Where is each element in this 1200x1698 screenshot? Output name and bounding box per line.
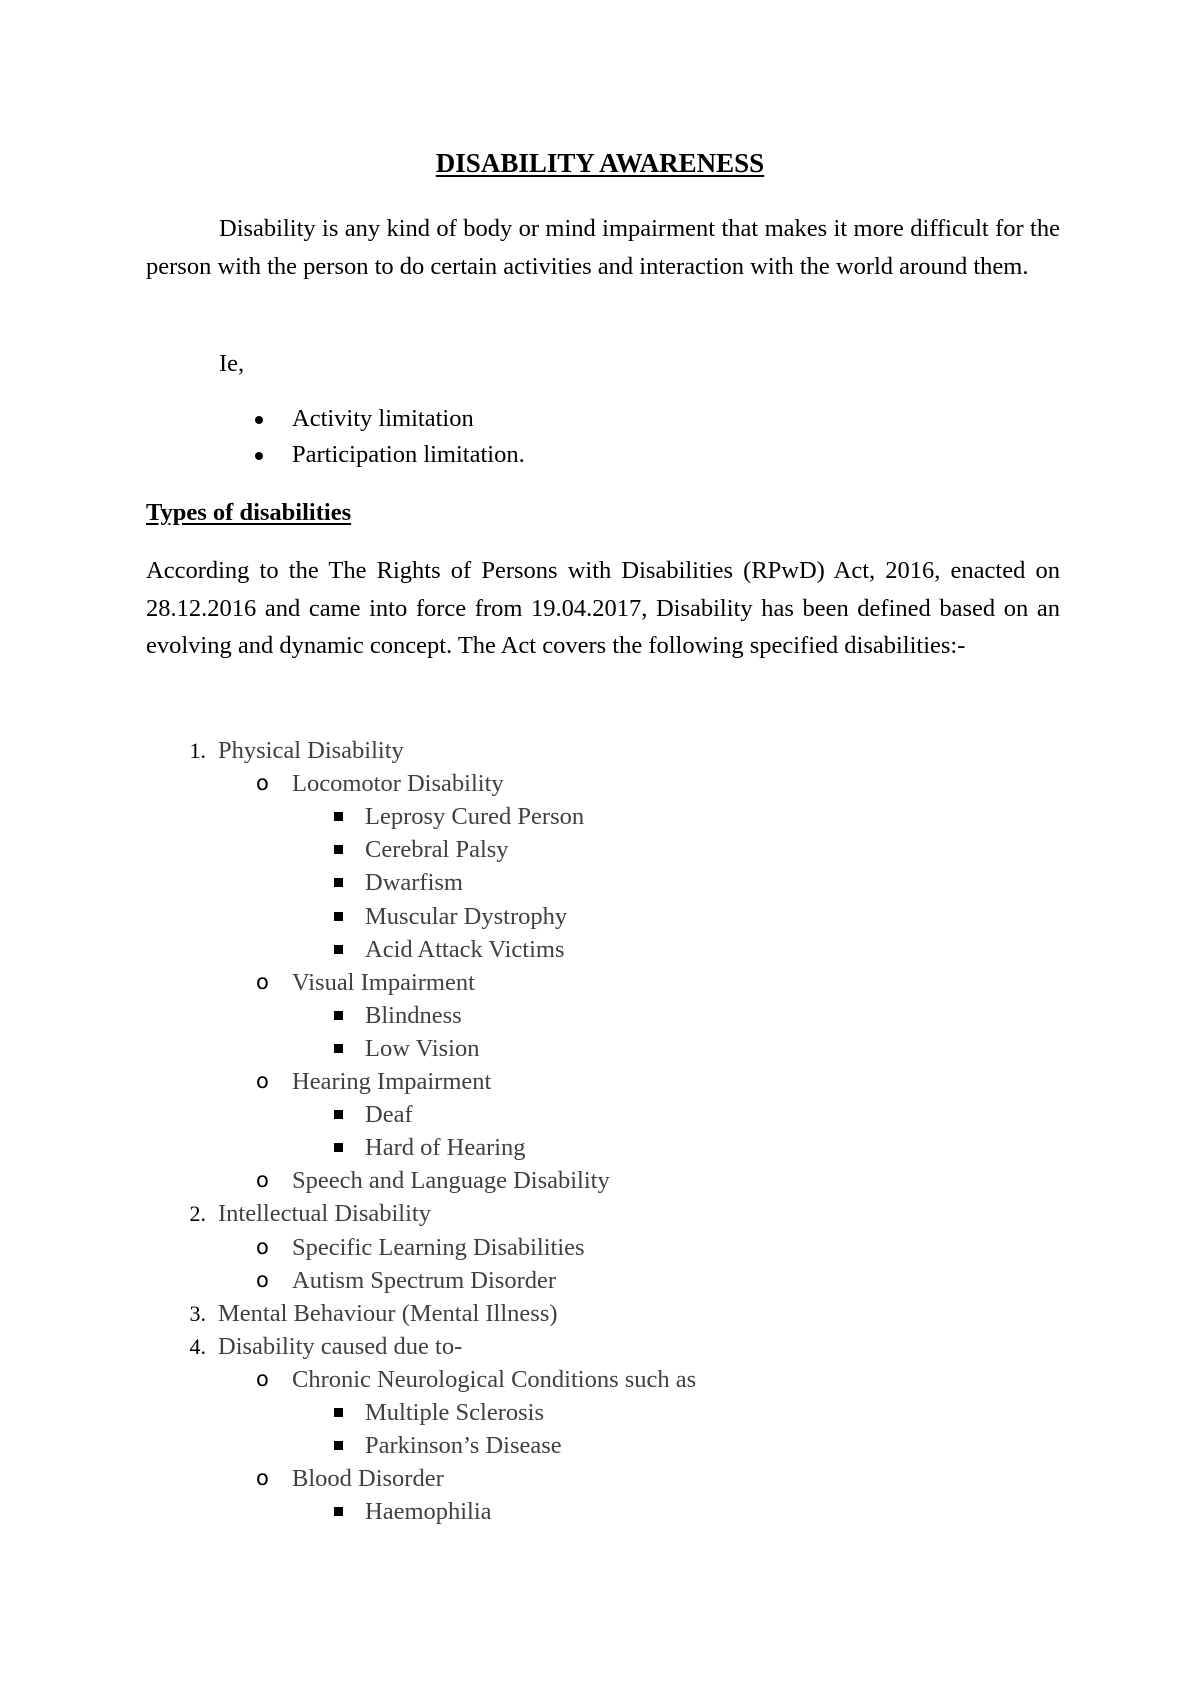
list-item-text: Acid Attack Victims [365, 935, 565, 963]
square-bullet-icon [334, 1441, 343, 1450]
list-number: 4. [189, 1333, 206, 1359]
circle-bullet-icon: o [256, 1069, 269, 1093]
list-item-text: Parkinson’s Disease [365, 1432, 562, 1460]
square-bullet-icon [334, 912, 343, 921]
list-number: 1. [189, 738, 206, 763]
square-bullet-icon [334, 1044, 343, 1053]
list-item-text: Multiple Sclerosis [365, 1399, 544, 1426]
square-bullet-icon [334, 845, 343, 854]
square-bullet-icon [334, 1408, 343, 1417]
square-bullet-icon [334, 1507, 343, 1516]
list-item-text: Dwarfism [365, 869, 463, 897]
list-number: 2. [189, 1201, 206, 1227]
square-bullet-icon [334, 1110, 343, 1119]
section-heading: Types of disabilities [146, 499, 352, 526]
list-item-text: Cerebral Palsy [365, 836, 509, 864]
list-number: 3. [189, 1300, 206, 1326]
bullet-icon [255, 416, 263, 424]
list-item-text: Hearing Impairment [292, 1068, 492, 1095]
act-paragraph: According to the The Rights of Persons with Disabilities (RPwD) Act, 2016, enacted on 28.12.2016 and came into force from 19.04.2017, Disability has been defined based on an evolving and dynamic concept. The Act covers the following specified disabilities:- [146, 557, 1060, 659]
ie-label: Ie, [219, 350, 245, 377]
list-item-text: Autism Spectrum Disorder [292, 1266, 557, 1294]
list-item-text: Muscular Dystrophy [365, 902, 568, 930]
list-item-text: Leprosy Cured Person [365, 803, 585, 831]
square-bullet-icon [334, 945, 343, 954]
bullet-icon [255, 452, 263, 460]
circle-bullet-icon: o [256, 969, 269, 994]
square-bullet-icon [334, 812, 343, 821]
intro-paragraph: Disability is any kind of body or mind impairment that makes it more difficult for the person with the person to do certain activities and interaction with the world around them. [146, 215, 1060, 280]
list-item-text: Locomotor Disability [292, 770, 504, 798]
list-item-text: Hard of Hearing [365, 1134, 526, 1162]
list-item-text: Disability caused due to- [218, 1332, 463, 1360]
circle-bullet-icon: o [256, 1366, 269, 1391]
list-item-text: Mental Behaviour (Mental Illness) [218, 1299, 558, 1327]
limitation-text: Activity limitation [292, 405, 474, 432]
square-bullet-icon [334, 1143, 343, 1152]
list-item-text: Physical Disability [218, 737, 404, 764]
document-title: DISABILITY AWARENESS [435, 148, 765, 178]
circle-bullet-icon: o [256, 1267, 269, 1292]
list-item-text: Haemophilia [365, 1498, 492, 1526]
list-item-text: Deaf [365, 1101, 413, 1129]
list-item-text: Visual Impairment [292, 968, 475, 996]
list-item-text: Blindness [365, 1001, 462, 1029]
list-item-text: Speech and Language Disability [292, 1167, 610, 1195]
list-item-text: Low Vision [365, 1034, 480, 1062]
circle-bullet-icon: o [256, 1234, 269, 1259]
list-item-text: Blood Disorder [292, 1465, 444, 1493]
circle-bullet-icon: o [256, 771, 269, 796]
list-item-text: Chronic Neurological Conditions such as [292, 1365, 697, 1393]
limitation-text: Participation limitation. [292, 441, 525, 468]
list-item-text: Intellectual Disability [218, 1200, 431, 1228]
square-bullet-icon [334, 878, 343, 887]
square-bullet-icon [334, 1011, 343, 1020]
list-item-text: Specific Learning Disabilities [292, 1233, 585, 1261]
circle-bullet-icon: o [256, 1168, 269, 1193]
circle-bullet-icon: o [256, 1466, 269, 1491]
